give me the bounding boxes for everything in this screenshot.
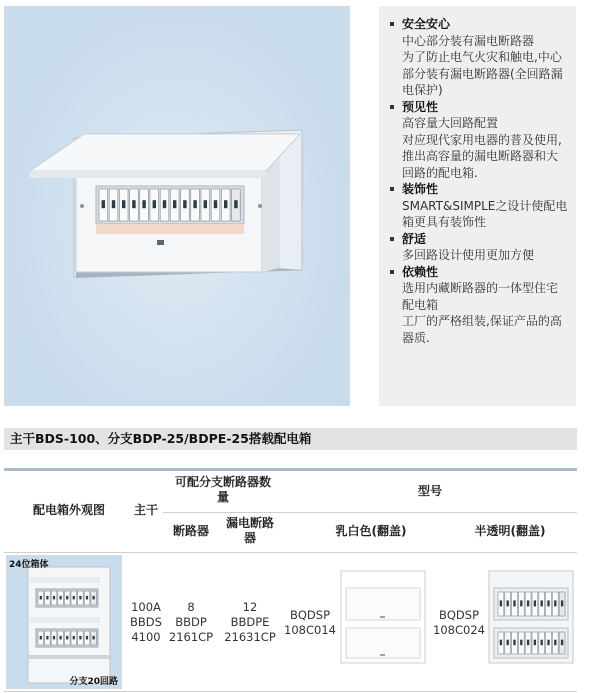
product-image (4, 6, 350, 406)
header-appearance: 配电箱外观图 (32, 503, 105, 517)
table-bottom-rule (4, 691, 577, 692)
breaker-switch (86, 636, 88, 640)
breaker-switch (204, 200, 207, 208)
breaker-switch (554, 600, 556, 606)
breaker-switch (46, 636, 48, 640)
bullet-icon (390, 105, 394, 109)
breaker-switch (59, 596, 61, 600)
breaker-switch (527, 600, 529, 606)
breaker-switch (122, 200, 125, 208)
cell-main-line2: BBDS (130, 615, 162, 629)
breaker-switch (224, 200, 227, 208)
breaker-switch (79, 596, 81, 600)
breaker-switch (561, 640, 563, 646)
feature-item (387, 99, 568, 182)
thumbnail-top-label: 24位箱体 (9, 560, 49, 570)
breaker-switch (541, 600, 543, 606)
cell-milky-model (282, 608, 338, 638)
breaker-switch (513, 600, 515, 606)
breaker-switch (547, 600, 549, 606)
header-leak-line1: 漏电断路 (225, 516, 274, 530)
feature-item (387, 181, 568, 231)
cell-semi-model (430, 608, 488, 638)
breaker-switch (102, 200, 105, 208)
header-branch-count-line2: 量 (216, 490, 229, 504)
header-branch-count (163, 475, 283, 505)
breaker-switch (500, 600, 502, 606)
breaker-switch (79, 636, 81, 640)
breaker-switch (40, 636, 42, 640)
feature-title-text: 舒适 (402, 231, 427, 246)
breaker-switch (53, 596, 55, 600)
breaker-switch (214, 200, 217, 208)
breaker-switch (73, 636, 75, 640)
table-top-rule (4, 468, 577, 471)
breaker-switch (534, 600, 536, 606)
breaker-switch (66, 636, 68, 640)
feature-title-text: 依赖性 (402, 264, 439, 279)
breaker-switch (46, 596, 48, 600)
header-leak-breaker (220, 516, 280, 546)
feature-item (387, 264, 568, 347)
breaker-switch (234, 200, 237, 208)
breaker-switch (527, 640, 529, 646)
feature-line: 对应现代家用电器的普及使用, (402, 132, 562, 147)
feature-title (387, 264, 568, 281)
feature-line: 为了防止电气火灾和触电,中心 (402, 50, 562, 64)
distribution-box-illustration (4, 6, 350, 406)
bullet-icon (390, 270, 394, 274)
cell-semi-model-line1: BQDSP (438, 608, 480, 622)
breaker-switch (92, 636, 94, 640)
breaker-switch (547, 640, 549, 646)
table-row-thumbnail (6, 555, 122, 689)
header-semi: 半透明(翻盖) (474, 524, 546, 538)
feature-title-text: 装饰性 (402, 182, 439, 196)
feature-line: 推出高容量的漏电断路器和大 (402, 149, 559, 163)
header-divider (163, 512, 577, 513)
breaker-switch (40, 596, 42, 600)
feature-title (387, 231, 568, 248)
breaker-switch (534, 640, 536, 646)
feature-line: 电保护) (402, 83, 443, 97)
breaker-switch (520, 600, 522, 606)
breaker-switch (86, 596, 88, 600)
feature-line: 选用内藏断路器的一体型住宅 (402, 281, 559, 295)
breaker-switch (66, 596, 68, 600)
breaker-switch (541, 640, 543, 646)
breaker-switch (153, 200, 156, 208)
feature-title-text: 安全安心 (402, 17, 451, 31)
breaker-switch (73, 596, 75, 600)
breaker-switch (507, 600, 509, 606)
breaker-switch (53, 636, 55, 640)
feature-line: 器质. (402, 330, 430, 345)
breaker-switch (59, 636, 61, 640)
header-milky: 乳白色(翻盖) (335, 524, 407, 538)
thumbnail-bottom-label: 分支20回路 (69, 677, 118, 687)
breaker-switch (132, 200, 135, 208)
feature-title (387, 99, 568, 116)
feature-panel (379, 6, 576, 406)
feature-line: 箱更具有装饰性 (402, 215, 487, 229)
breaker-switch (163, 200, 166, 208)
semi-cover-illustration (488, 570, 574, 664)
breaker-switch (500, 640, 502, 646)
breaker-switch (513, 640, 515, 646)
breaker-switch (92, 596, 94, 600)
cell-breaker-line2: BBDP (175, 615, 207, 629)
cell-leak-line2: BBDPE (230, 615, 270, 629)
feature-item (387, 16, 568, 99)
cell-leak-line3: 21631CP (224, 630, 276, 644)
cell-main-line3: 4100 (131, 630, 161, 644)
bullet-icon (390, 237, 394, 241)
feature-title (387, 16, 568, 33)
breaker-switch (507, 640, 509, 646)
two-tier-box-illustration (6, 555, 122, 689)
breaker-switch (193, 200, 196, 208)
breaker-switch (520, 640, 522, 646)
feature-title (387, 181, 568, 198)
feature-line: 回路的配电箱. (402, 165, 478, 180)
feature-line: 中心部分装有漏电断路器 (402, 33, 535, 48)
cell-leak-line1: 12 (242, 600, 258, 614)
feature-line: 多回路设计使用更加方便 (402, 248, 535, 262)
cell-breaker-line1: 8 (187, 600, 195, 614)
feature-line: 部分装有漏电断路器(全回路漏 (402, 66, 563, 81)
breaker-switch (173, 200, 176, 208)
cell-main (126, 600, 166, 645)
cell-milky-model-line1: BQDSP (289, 608, 331, 622)
section-title: 主干BDS-100、分支BDP-25/BDPE-25搭载配电箱 (4, 428, 577, 450)
header-bottom-rule (4, 552, 577, 553)
feature-title-text: 预见性 (402, 99, 439, 114)
cell-semi-model-line2: 108C024 (433, 623, 485, 637)
cell-leak-breaker (218, 600, 282, 645)
milky-cover-illustration (340, 570, 426, 664)
breaker-switch (183, 200, 186, 208)
cell-breaker (166, 600, 216, 645)
cell-breaker-line3: 2161CP (168, 630, 214, 644)
feature-line: 高容量大回路配置 (402, 116, 499, 130)
semi-cover-image (488, 570, 574, 664)
breaker-switch (142, 200, 145, 208)
header-leak-line2: 器 (243, 531, 256, 545)
feature-item (387, 231, 568, 264)
header-main: 主干 (133, 503, 158, 517)
milky-cover-image (340, 570, 426, 664)
header-model: 型号 (417, 484, 442, 498)
header-branch-count-line1: 可配分支断路器数 (174, 475, 271, 489)
breaker-switch (112, 200, 115, 208)
feature-line: SMART&SIMPLE之设计使配电 (402, 198, 568, 213)
bullet-icon (390, 187, 394, 191)
bullet-icon (390, 22, 394, 26)
feature-line: 配电箱 (402, 297, 439, 312)
cell-milky-model-line2: 108C014 (284, 623, 336, 637)
breaker-switch (554, 640, 556, 646)
cell-main-line1: 100A (131, 600, 161, 614)
header-breaker: 断路器 (172, 524, 209, 538)
breaker-switch (561, 600, 563, 606)
feature-line: 工厂的严格组装,保证产品的高 (402, 314, 562, 328)
